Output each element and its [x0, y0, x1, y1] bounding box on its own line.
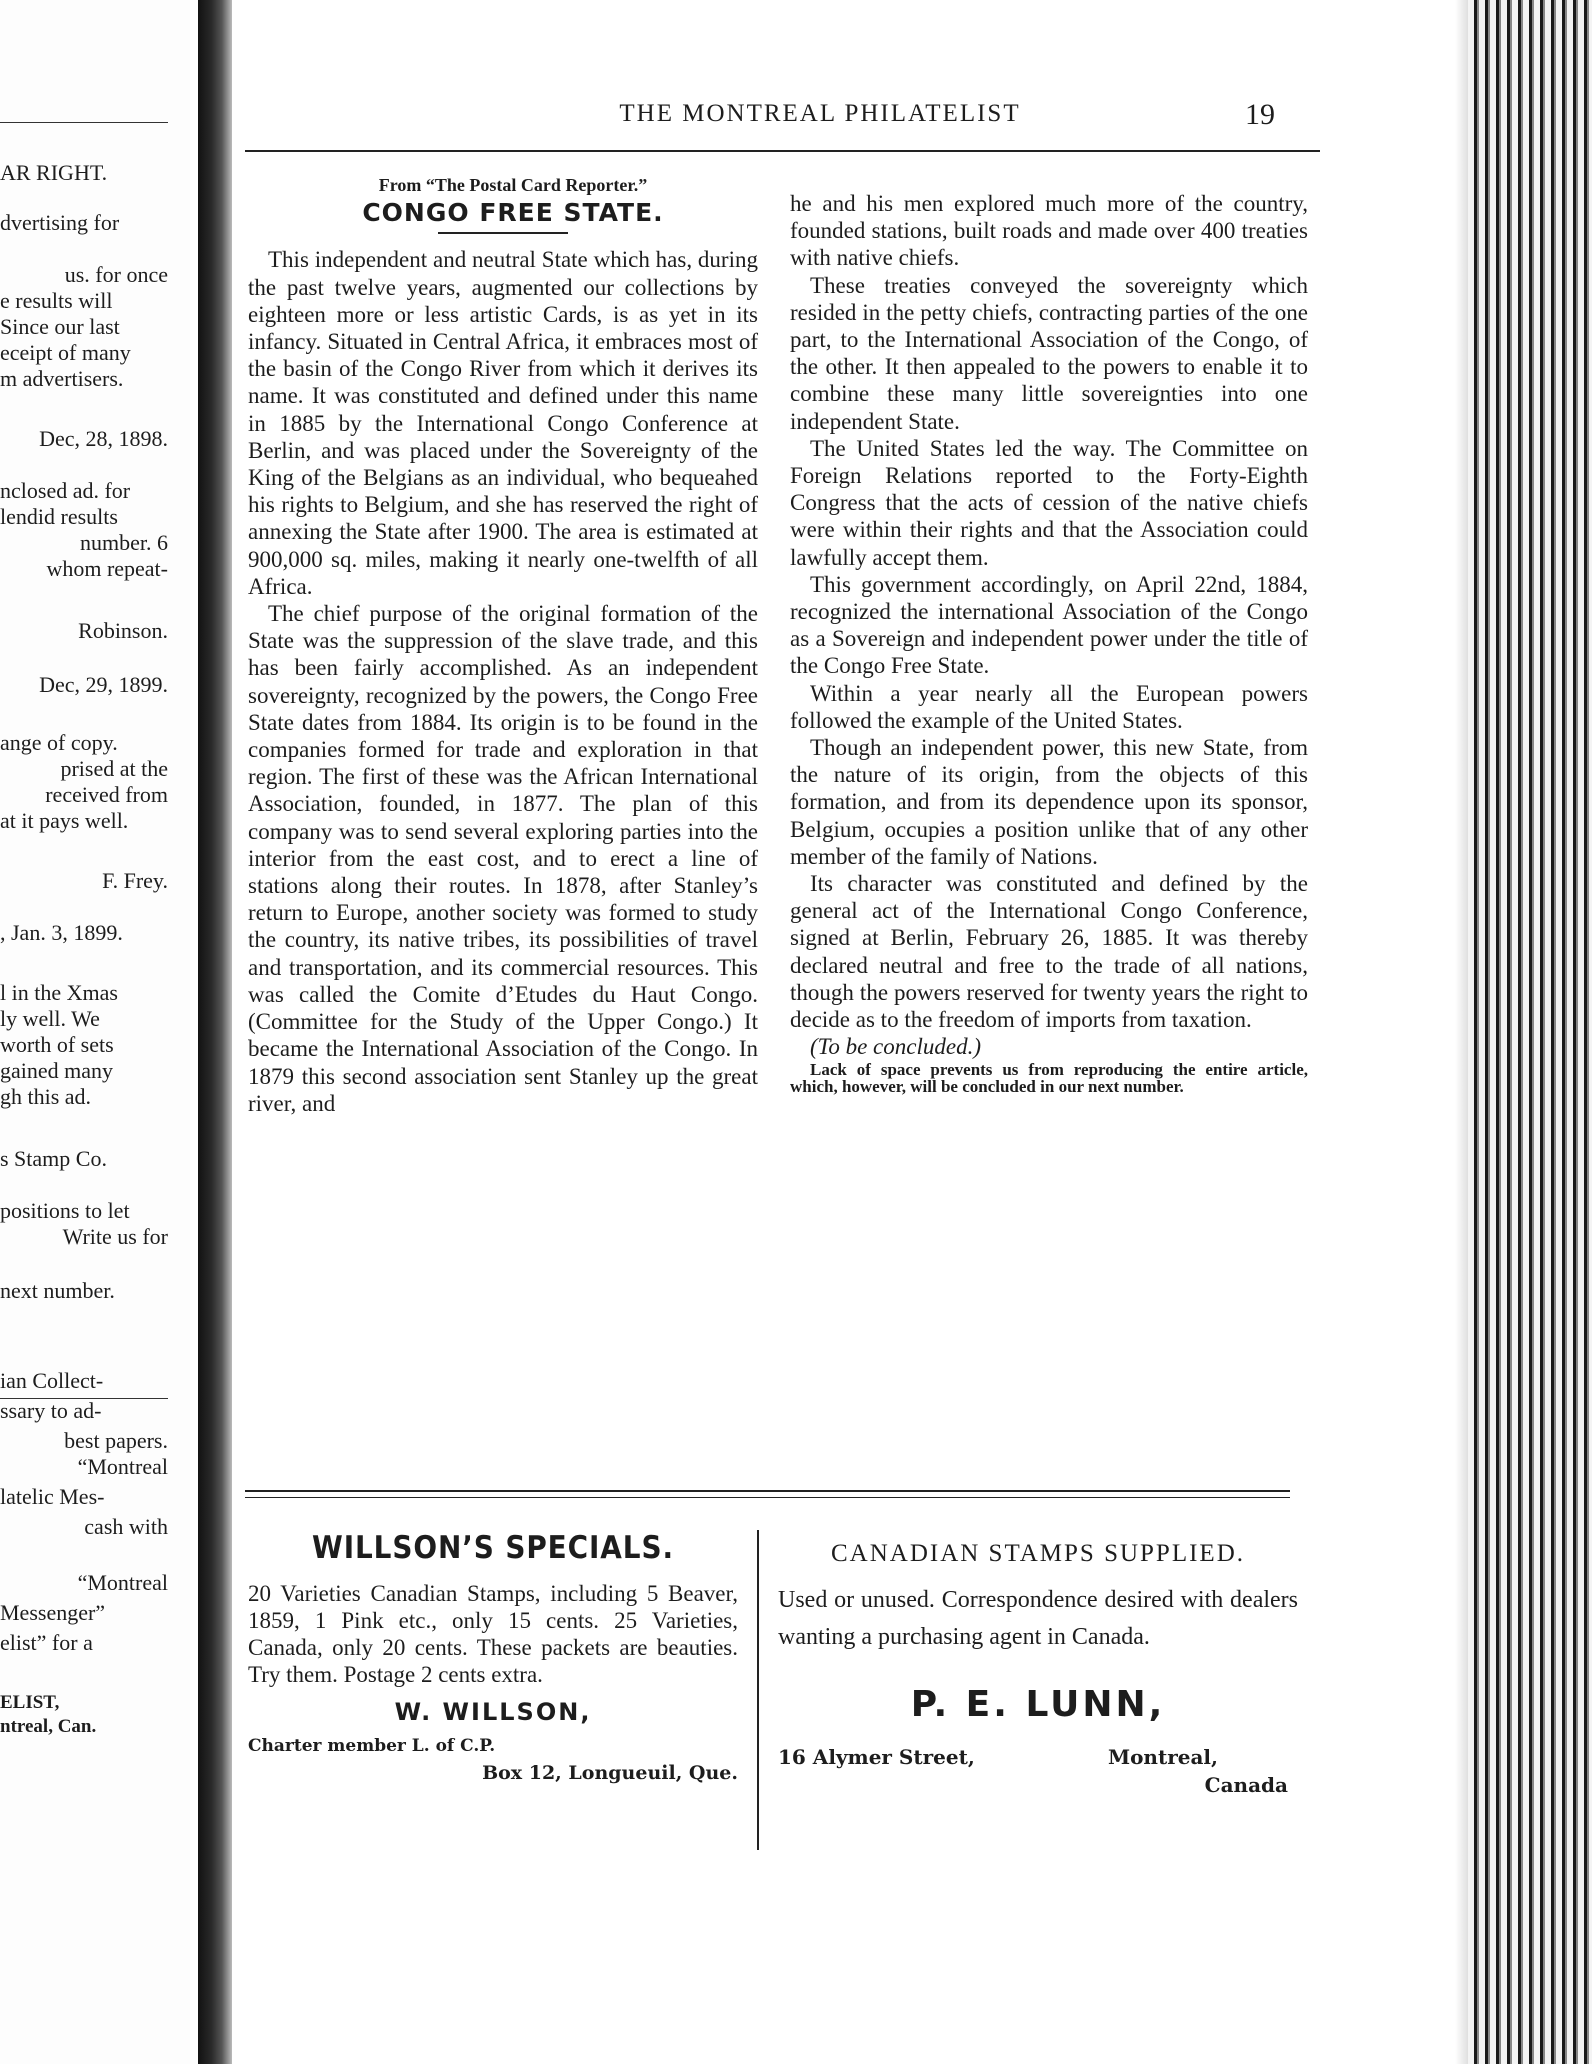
article-column-2: [790, 190, 1308, 1095]
willson-ad: [248, 1530, 738, 1784]
willson-ad-address: Box 12, Longueuil, Que.: [482, 1762, 738, 1784]
article-paragraph: he and his men explored much more of the country, founded stations, built roads and made over 400 treaties with native chiefs.: [790, 191, 1308, 271]
left-page-fragment-line: AR RIGHT.: [0, 160, 108, 185]
left-page-fragment-line: Since our last: [0, 314, 120, 339]
left-page-fragment-line: “Montreal: [77, 1570, 168, 1595]
willson-ad-body: 20 Varieties Canadian Stamps, including 5 Beaver, 1859, 1 Pink etc., only 15 cents. 25 Varieties, Canada, only 20 cents. These packets are beauties. Try them. Postage 2 cents extra.: [248, 1581, 738, 1687]
left-page-fragment-line: number. 6: [80, 530, 168, 555]
left-page-fragment-line: nclosed ad. for: [0, 478, 131, 503]
left-page-fragment-line: positions to let: [0, 1198, 130, 1223]
left-page-fragment-line: next number.: [0, 1278, 115, 1303]
article-title: CONGO FREE STATE.: [362, 198, 664, 228]
left-page-fragment-line: eceipt of many: [0, 340, 131, 365]
lunn-ad-street: 16 Alymer Street,: [778, 1745, 975, 1769]
left-page-fragment-line: at it pays well.: [0, 808, 129, 833]
left-page-fragment-line: ssary to ad-: [0, 1398, 102, 1423]
left-page-fragment-line: latelic Mes-: [0, 1484, 105, 1509]
left-page-fragment-line: lendid results: [0, 504, 118, 529]
ads-rule-bottom: [245, 1497, 1290, 1498]
article-source: From “The Postal Card Reporter.”: [378, 175, 648, 195]
lunn-ad-title: CANADIAN STAMPS SUPPLIED.: [830, 1540, 1246, 1567]
left-page-fragment-line: , Jan. 3, 1899.: [0, 920, 123, 945]
article-paragraph: These treaties conveyed the sovereignty which resided in the petty chiefs, contracting parties of the one part, to the International Association of the Congo, of the other. It then appealed to the powers to enable it to combine these many little sovereignties into one independent State.: [790, 272, 1308, 434]
left-page-fragment-line: Robinson.: [78, 618, 168, 643]
left-page-fragment-line: gh this ad.: [0, 1084, 92, 1109]
left-page-fragment-line: cash with: [84, 1514, 168, 1539]
left-page-fragment-line: elist” for a: [0, 1630, 93, 1655]
willson-ad-title: WILLSON’S SPECIALS.: [312, 1530, 674, 1566]
left-page-fragment-line: Dec, 28, 1898.: [39, 426, 168, 451]
journal-header: THE MONTREAL PHILATELIST: [619, 100, 1021, 127]
left-page-fragment-line: gained many: [0, 1058, 114, 1083]
left-page-fragment-line: ly well. We: [0, 1006, 100, 1031]
article-paragraph: Its character was constituted and defined by the general act of the International Congo Conference, signed at Berlin, February 26, 1885. It was thereby declared neutral and free to the trade of all nations, though the powers reserved for twenty years the right to decide as to the freedom of imports from taxation.: [790, 871, 1308, 1033]
left-page-fragment-line: ntreal, Can.: [0, 1716, 97, 1737]
title-rule: [438, 232, 568, 234]
left-page-fragment-line: prised at the: [60, 756, 168, 781]
article-paragraph: Within a year nearly all the European powers followed the example of the United States.: [790, 680, 1308, 733]
article-paragraph: This independent and neutral State which has, during the past twelve years, augmented our collections by eighteen more or less artistic Cards, is as yet in its infancy. Situated in Central Africa, it embraces most of the basin of the Congo River from which it derives its name. It was constituted and defined under this name in 1885 by the International Congo Conference at Berlin, and was placed under the Sovereignty of the King of the Belgians as an individual, who bequeahed his rights to Belgium, and she has reserved the right of annexing the State after 1900. The area is estimated at 900,000 sq. miles, making it nearly one-twelfth of all Africa.: [248, 247, 758, 599]
left-page-fragment-line: Dec, 29, 1899.: [39, 672, 168, 697]
article-paragraph: The United States led the way. The Committee on Foreign Relations reported to the Forty-Eighth Congress that the acts of cession of the native chiefs were within their rights and that the Association could lawfully accept them.: [790, 435, 1308, 570]
left-page-fragment-line: s Stamp Co.: [0, 1146, 107, 1171]
left-page-fragment-line: l in the Xmas: [0, 980, 118, 1005]
left-page-fragment-line: dvertising for: [0, 210, 120, 235]
left-page-fragment-line: received from: [45, 782, 168, 807]
to-be-concluded: (To be concluded.): [810, 1034, 981, 1060]
book-page-edges: [1468, 0, 1592, 2064]
left-page-fragment-line: Write us for: [62, 1224, 168, 1249]
space-note: Lack of space prevents us from reproducing the entire article, which, however, will be concluded in our next number.: [790, 1059, 1308, 1096]
book-spine: [198, 0, 232, 2064]
page-number: 19: [1245, 98, 1275, 131]
left-page-fragment-line: e results will: [0, 288, 113, 313]
left-page-fragment: [0, 0, 200, 2064]
left-page-fragment-line: “Montreal: [77, 1454, 168, 1479]
left-page-fragment-line: whom repeat-: [46, 556, 168, 581]
left-page-fragment-line: m advertisers.: [0, 366, 124, 391]
ads-divider: [757, 1530, 759, 1850]
lunn-ad: [778, 1540, 1298, 1797]
article-paragraph: Though an independent power, this new State, from the nature of its origin, from the objects of this formation, and from its dependence upon its sponsor, Belgium, occupies a position unlike that of any other member of the family of Nations.: [790, 735, 1308, 869]
left-page-fragment-line: ange of copy.: [0, 730, 118, 755]
left-page-fragment-line: ELIST,: [0, 1692, 60, 1713]
lunn-ad-name: P. E. LUNN,: [910, 1684, 1166, 1725]
header-rule: [245, 150, 1320, 152]
page-edge-shadow: [1455, 0, 1469, 2064]
willson-ad-name: W. WILLSON,: [394, 1698, 592, 1726]
article-paragraph: This government accordingly, on April 22nd, 1884, recognized the international Association of the Congo as a Sovereign and independent power under the title of the Congo Free State.: [790, 571, 1308, 679]
left-page-fragment-line: Messenger”: [0, 1600, 106, 1625]
lunn-ad-body: Used or unused. Correspondence desired with dealers wanting a purchasing agent in Canada.: [778, 1587, 1298, 1650]
ads-rule-top: [245, 1490, 1290, 1492]
left-page-fragment-line: worth of sets: [0, 1032, 114, 1057]
article-column-1: [248, 172, 758, 1117]
article-paragraph: The chief purpose of the original formation of the State was the suppression of the slave trade, and this has been fairly accomplished. As an independent sovereignty, recognized by the powers, the Congo Free State dates from 1884. Its origin is to be found in the companies formed for trade and exploration in that region. The first of these was the African International Association, founded, in 1877. The plan of this company was to send several exploring parties into the interior from the east cost, and to erect a line of stations along their routes. In 1878, after Stanley’s return to Europe, another society was formed to study the country, its native tribes, its possibilities of travel and transportation, and its commercial resources. This was called the Comite d’Etudes du Haut Congo. (Committee for the Study of the Upper Congo.) It became the International Association of the Congo. In 1879 this second association sent Stanley up the great river, and: [248, 601, 758, 1116]
left-page-fragment-line: best papers.: [64, 1428, 168, 1453]
left-page-fragment-line: ian Collect-: [0, 1368, 104, 1393]
left-page-fragment-line: us. for once: [64, 262, 168, 287]
willson-ad-membership: Charter member L. of C.P.: [248, 1736, 496, 1756]
left-page-fragment-line: F. Frey.: [102, 868, 168, 893]
left-page-rule-top: [0, 122, 168, 123]
lunn-ad-country: Canada: [1204, 1773, 1288, 1797]
lunn-ad-city: Montreal,: [1107, 1745, 1218, 1769]
